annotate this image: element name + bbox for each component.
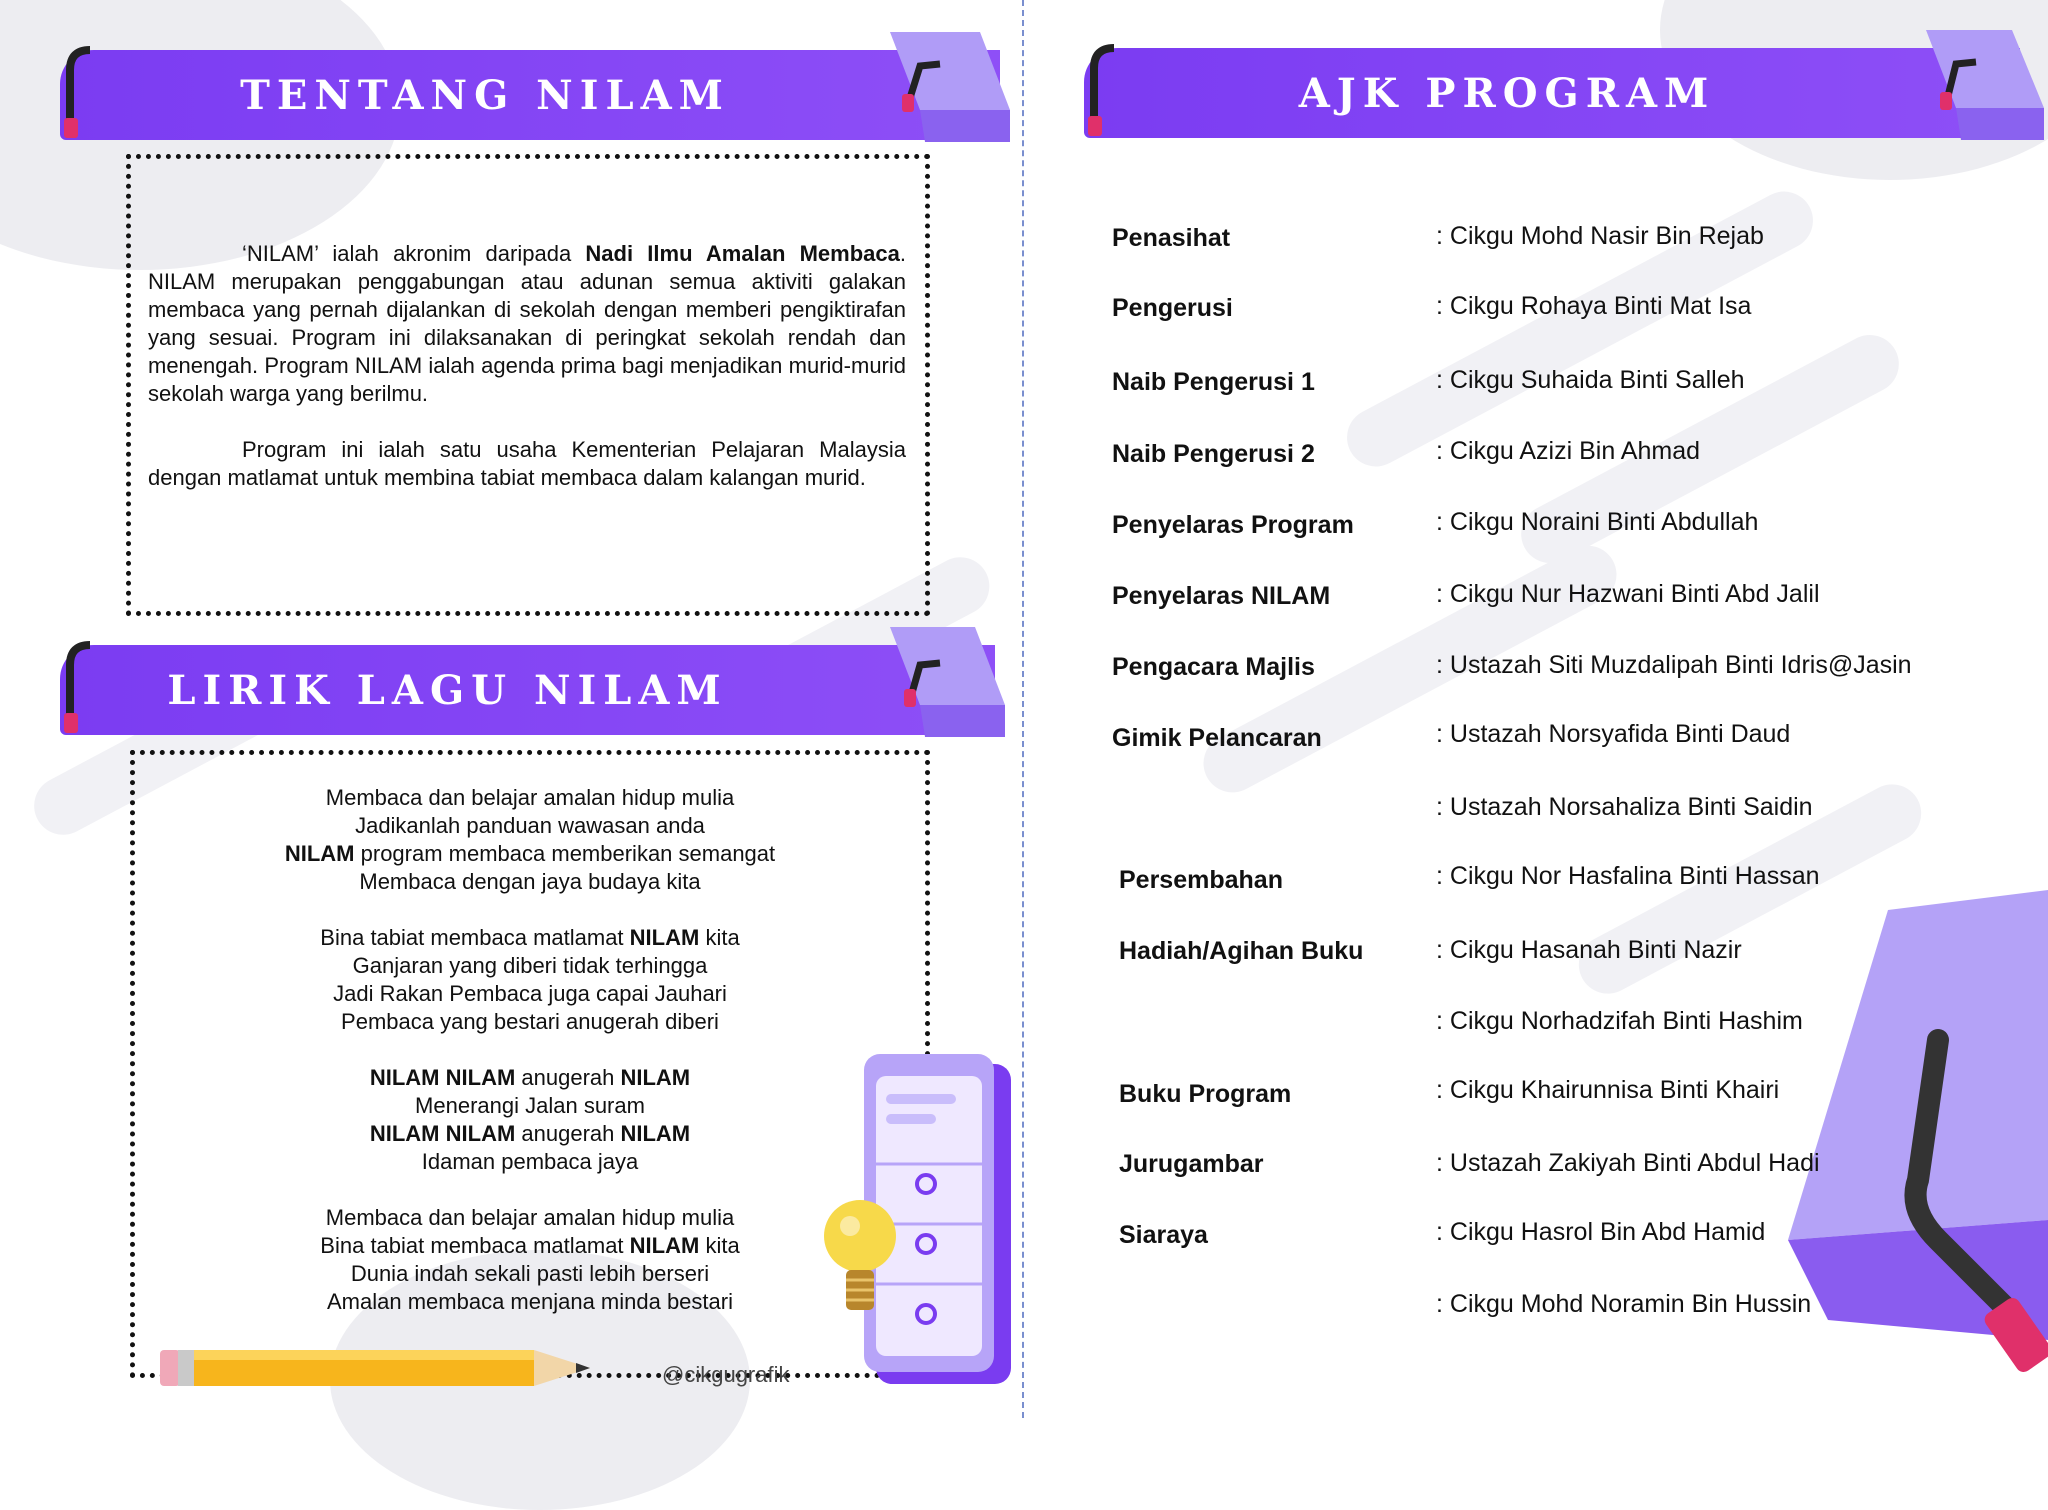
lyrics-title: LIRIK LAGU NILAM [167,666,728,714]
lyric-bold: NILAM NILAM [369,1065,516,1090]
lyric-line [180,1064,880,1092]
lyric-text: Bina tabiat membaca matlamat [320,1233,630,1258]
about-p1-acronym: Nadi Ilmu Amalan Membaca [585,241,900,266]
lyrics-stanza-2 [180,924,880,1036]
lyric-line [180,924,880,952]
lyric-bold: NILAM [620,1065,691,1090]
graduation-cap-icon [40,30,1010,150]
lyric-bold: NILAM NILAM [369,1121,516,1146]
pencil-icon [150,1340,620,1396]
lyric-text: anugerah [515,1121,621,1146]
ajk-role: Buku Program [1119,1080,1292,1108]
lyric-line: Membaca dan belajar amalan hidup mulia [325,1205,735,1230]
lyrics-stanza-1 [180,784,880,896]
lyric-line: Pembaca yang bestari anugerah diberi [341,1009,719,1034]
page-divider [1022,0,1024,1418]
ajk-name: : Cikgu Hasrol Bin Abd Hamid [1436,1218,1766,1246]
ajk-role: Penyelaras Program [1112,511,1354,539]
about-paragraph-2: Program ini ialah satu usaha Kementerian Pelajaran Malaysia dengan matlamat untuk membina tabiat membaca dalam kalangan murid. [148,437,906,490]
about-p1-rest: . NILAM merupakan penggabungan atau adunan semua aktiviti galakan membaca yang pernah dijalankan di sekolah dengan memberi pengiktirafan yang sesuai. Program ini dilaksanakan di peringkat sekolah rendah dan menengah. Program NILAM ialah agenda prima bagi menjadikan murid-murid sekolah warga yang berilmu. [148,241,906,406]
lyric-line: Membaca dan belajar amalan hidup mulia [325,785,735,810]
about-p1-start: ‘NILAM’ ialah akronim daripada [242,241,586,266]
graduation-cap-icon [40,625,1010,745]
lyric-line: Idaman pembaca jaya [421,1149,639,1174]
ajk-name: : Ustazah Siti Muzdalipah Binti Idris@Jasin [1436,651,1912,679]
ajk-name: : Cikgu Mohd Noramin Bin Hussin [1436,1290,1812,1318]
lyric-line: Amalan membaca menjana minda bestari [327,1289,733,1314]
ajk-role: Siaraya [1119,1221,1208,1249]
ajk-name: : Cikgu Noraini Binti Abdullah [1436,508,1759,536]
lyric-text: kita [699,925,740,950]
lyric-line: Jadikanlah panduan wawasan anda [355,813,705,838]
lyric-bold: NILAM [629,925,700,950]
ajk-name: : Cikgu Nor Hasfalina Binti Hassan [1436,862,1820,890]
ajk-role: Hadiah/Agihan Buku [1119,937,1364,965]
lyric-line: Dunia indah sekali pasti lebih berseri [350,1261,710,1286]
graduation-cap-icon [1064,28,2048,148]
ajk-name: : Ustazah Zakiyah Binti Abdul Hadi [1436,1149,1820,1177]
lyric-text: program membaca memberikan semangat [354,841,776,866]
lyric-bold: NILAM [629,1233,700,1258]
about-paragraph-1 [148,240,906,408]
ajk-name: : Cikgu Norhadzifah Binti Hashim [1436,1007,1803,1035]
lyric-line: Jadi Rakan Pembaca juga capai Jauhari [333,981,727,1006]
lyrics-text [180,784,880,1344]
ajk-role: Naib Pengerusi 1 [1112,368,1315,396]
lyric-line: Ganjaran yang diberi tidak terhingga [352,953,708,978]
ajk-role: Pengacara Majlis [1112,653,1315,681]
lyric-text: kita [699,1233,740,1258]
ajk-role: Jurugambar [1119,1150,1264,1178]
lyric-line: Menerangi Jalan suram [415,1093,645,1118]
ajk-name: : Cikgu Hasanah Binti Nazir [1436,936,1742,964]
lyric-bold: NILAM [620,1121,691,1146]
ajk-name: : Cikgu Suhaida Binti Salleh [1436,366,1745,394]
lyric-line [180,1232,880,1260]
lyrics-stanza-4 [180,1204,880,1316]
ajk-name: : Cikgu Khairunnisa Binti Khairi [1436,1076,1780,1104]
ajk-name: : Ustazah Norsyafida Binti Daud [1436,720,1791,748]
ajk-role: Penasihat [1112,224,1231,252]
ajk-role: Pengerusi [1112,294,1233,322]
ajk-name: : Ustazah Norsahaliza Binti Saidin [1436,793,1813,821]
ajk-name: : Cikgu Azizi Bin Ahmad [1436,437,1701,465]
ajk-title: AJK PROGRAM [1298,69,1716,117]
watermark: @cikgugrafik [662,1362,790,1387]
about-text [148,240,906,520]
ajk-name: : Cikgu Rohaya Binti Mat Isa [1436,292,1752,320]
lyric-line: Membaca dengan jaya budaya kita [359,869,701,894]
ajk-role: Gimik Pelancaran [1112,724,1322,752]
lyric-line [180,1120,880,1148]
ajk-name: : Cikgu Nur Hazwani Binti Abd Jalil [1436,580,1820,608]
ajk-role: Penyelaras NILAM [1112,582,1331,610]
lyrics-stanza-3 [180,1064,880,1176]
lyric-text: anugerah [515,1065,621,1090]
lyric-text: Bina tabiat membaca matlamat [320,925,630,950]
ajk-name: : Cikgu Mohd Nasir Bin Rejab [1436,222,1764,250]
ajk-role: Naib Pengerusi 2 [1112,440,1315,468]
about-title: TENTANG NILAM [240,71,730,119]
lyric-bold: NILAM [284,841,355,866]
ajk-role: Persembahan [1119,866,1283,894]
lyric-line [180,840,880,868]
